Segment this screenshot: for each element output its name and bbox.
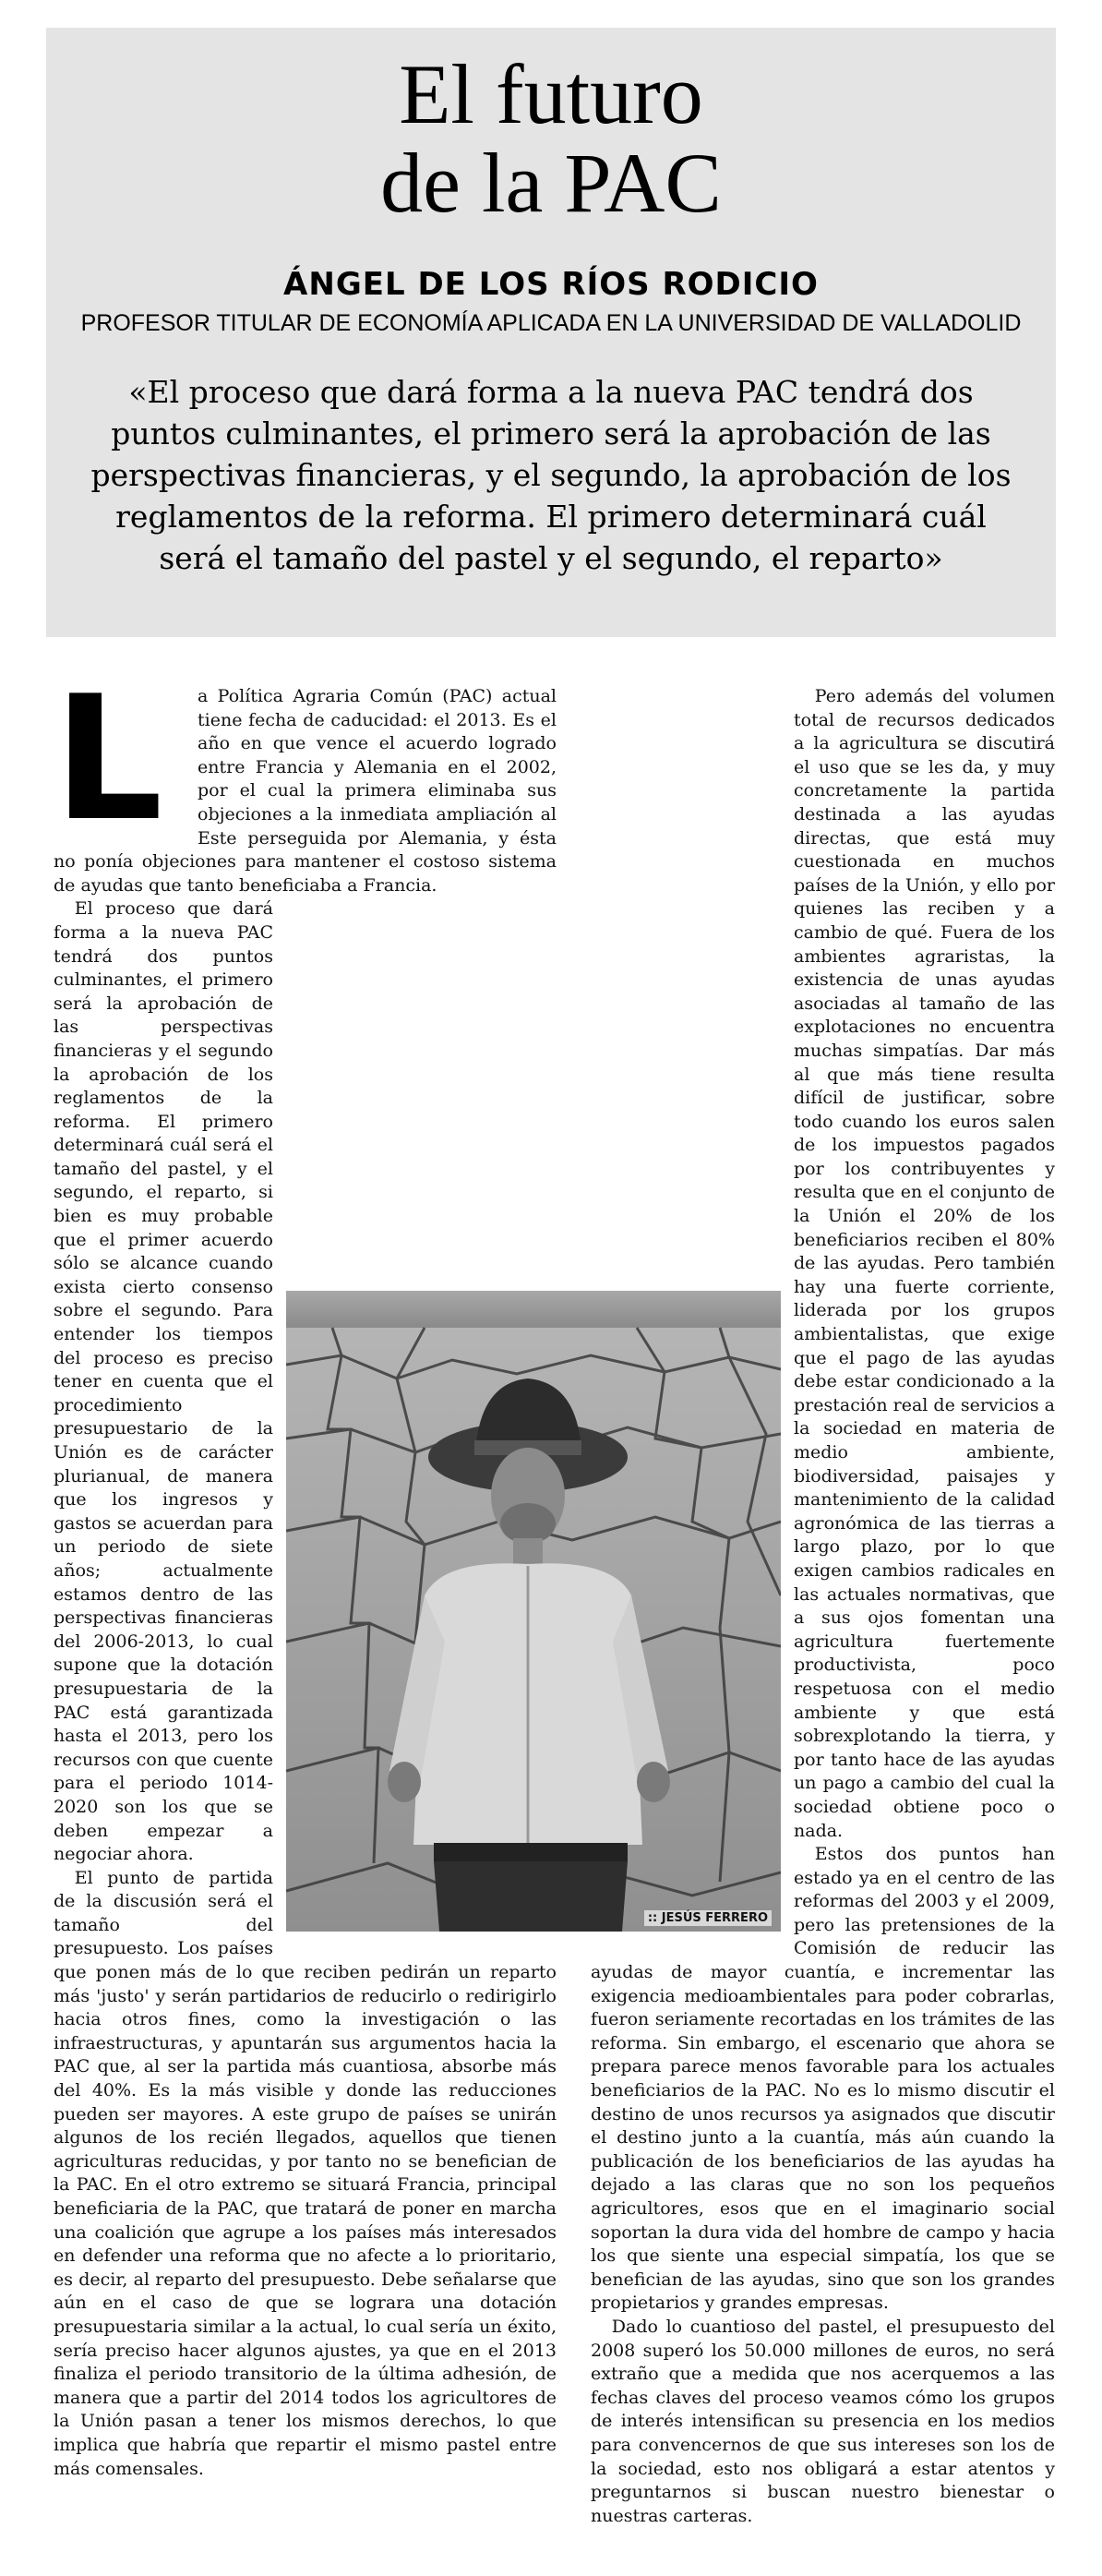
title-line-2: de la PAC [380, 136, 722, 230]
author-role: PROFESOR TITULAR DE ECONOMÍA APLICADA EN LA UNIVERSIDAD DE VALLADOLID [80, 310, 1022, 336]
drop-cap: L [54, 658, 163, 859]
right-paragraph-3: Dado lo cuantioso del pastel, el presupuesto del 2008 superó los 50.000 millones de euros, no será extraño que a medida que nos acerquemos a las fechas claves del proceso veamos cómo los grupos de interés intensifican su presencia en los medios para convencernos de que sus intereses son los de la sociedad, esto nos obligará a estar atentos y preguntarnos si buscan nuestro bienestar o nuestras carteras. [591, 2316, 1055, 2526]
left-paragraph-2-text: El proceso que dará forma a la nueva PAC tendrá dos puntos culminantes, el primero será la aprobación de las perspectivas financieras y el segundo la aprobación de los reglamentos de la reforma. El primero determinará cuál será el tamaño del pastel, y el segundo, el reparto, si bien es muy probable que el primer acuerdo sólo se alcance cuando exista cierto consenso sobre el segundo. Para entender los tiempos del proceso es preciso tener en cuenta que el procedimiento presupuestario de la Unión es de carácter plurianual, de manera que los ingresos y gastos se acuerdan para un periodo de siete años; actualmente estamos dentro de las perspectivas financieras del 2006-2013, lo cual supone que la dotación presupuestaria de la PAC está garantizada hasta el 2013, pero los recursos con que cuente para el periodo 1014-2020 son los que se deben empezar a negociar ahora. [54, 898, 273, 1865]
right-paragraph-2: Estos dos puntos han estado ya en el centro de las reformas del 2003 y el 2009, pero las pretensiones de la Comisión de reducir las ayudas de mayor cuantía, e incrementar las exigencia medioambientales para poder cobrarlas, fueron seriamente recortadas en los trámites de las reforma. Sin embargo, el escenario que ahora se prepara parece menos favorable para los actuales beneficiarios de la PAC. No es lo mismo discutir el destino de unos recursos ya asignados que discutir el destino junto a la cuantía, más aún cuando la publicación de los beneficiarios de las ayudas ha dejado a las claras que no son los pequeños agricultores, esos que en el imaginario social soportan la dura vida del hombre de campo y hacia los que siente una especial simpatía, los que se benefician de las ayudas, sino que son los grandes propietarios y grandes empresas. [591, 1844, 1055, 2314]
pull-quote: «El proceso que dará forma a la nueva PAC tendrá dos puntos culminantes, el primero será la aprobación de las perspectivas financieras, y el segundo, la aprobación de los reglamentos de la reforma. El primero determinará cuál será el tamaño del pastel y el segundo, el reparto» [90, 374, 1012, 576]
article-title [46, 47, 1056, 230]
article-header [46, 28, 1056, 637]
photo-credit: :: JESÚS FERRERO [644, 1910, 772, 1926]
left-paragraph-1: a Política Agraria Común (PAC) actual tiene fecha de caducidad: el 2013. Es el año en que vence el acuerdo logrado entre Francia y Alemania en el 2002, por el cual la primera eliminaba sus objeciones a la inmediata ampliación al Este perseguida por Alemania, y ésta no ponía objeciones para mantener el costoso sistema de ayudas que tanto beneficiaba a Francia. [54, 686, 557, 896]
title-line-1: El futuro [399, 47, 703, 141]
photo-farmer-cracked-earth-icon [286, 1291, 781, 1932]
article-photo [286, 1291, 781, 1932]
author-name: ÁNGEL DE LOS RÍOS RODICIO [283, 266, 819, 303]
right-paragraph-1-text: Pero además del volumen total de recursos dedicados a la agricultura se discutirá el uso que se les da, y muy concretamente la partida destinada a las ayudas directas, que está muy cuestionada en muchos países de la Unión, y ello por quienes las reciben y a cambio de qué. Fuera de los ambientes agraristas, la existencia de unas ayudas asociadas al tamaño de las explotaciones no encuentra muchas simpatías. Dar más al que más tiene resulta difícil de justificar, sobre todo cuando los euros salen de los impuestos pagados por los contribuyentes y resulta que en el conjunto de la Unión el 20% de los beneficiarios reciben el 80% de las ayudas. Pero también hay una fuerte corriente, liderada por los grupos ambientalistas, que exige que el pago de las ayudas debe estar condicionado a la prestación real de servicios a la sociedad en materia de medio ambiente, biodiversidad, paisajes y mantenimiento de la calidad agronómica de las tierras a largo plazo, por lo que exigen cambios radicales en las actuales normativas, que a sus ojos fomentan una agricultura fuertemente productivista, poco respetuosa con el medio ambiente y que está sobrexplotando la tierra, y por tanto hace de las ayudas un pago a cambio del cual la sociedad obtiene poco o nada. [794, 686, 1056, 1841]
left-paragraph-3: El punto de partida de la discusión será el tamaño del presupuesto. Los países que ponen más de lo que reciben pedirán un reparto más 'justo' y serán partidarios de reducirlo o redirigirlo hacia otros fines, como la investigación o las infraestructuras, y apuntarán sus argumentos hacia la PAC que, al ser la partida más cuantiosa, absorbe más del 40%. Es la más visible y donde las reducciones pueden ser mayores. A este grupo de países se unirán algunos de los recién llegados, aquellos que tienen agriculturas reducidas, y por tanto no se benefician de la PAC. En el otro extremo se situará Francia, principal beneficiaria de la PAC, que tratará de poner en marcha una coalición que agrupe a los países más interesados en defender una reforma que no afecte a lo prioritario, es decir, al reparto del presupuesto. Debe señalarse que aún en el caso de que se lograra una dotación presupuestaria similar a la actual, lo cual sería un éxito, sería preciso hacer algunos ajustes, ya que en el 2013 finaliza el periodo transitorio de la última adhesión, de manera que a partir del 2014 todos los agricultores de la Unión pasan a tener los mismos derechos, lo que implica que habría que repartir el mismo pastel entre más comensales. [54, 1867, 557, 2479]
